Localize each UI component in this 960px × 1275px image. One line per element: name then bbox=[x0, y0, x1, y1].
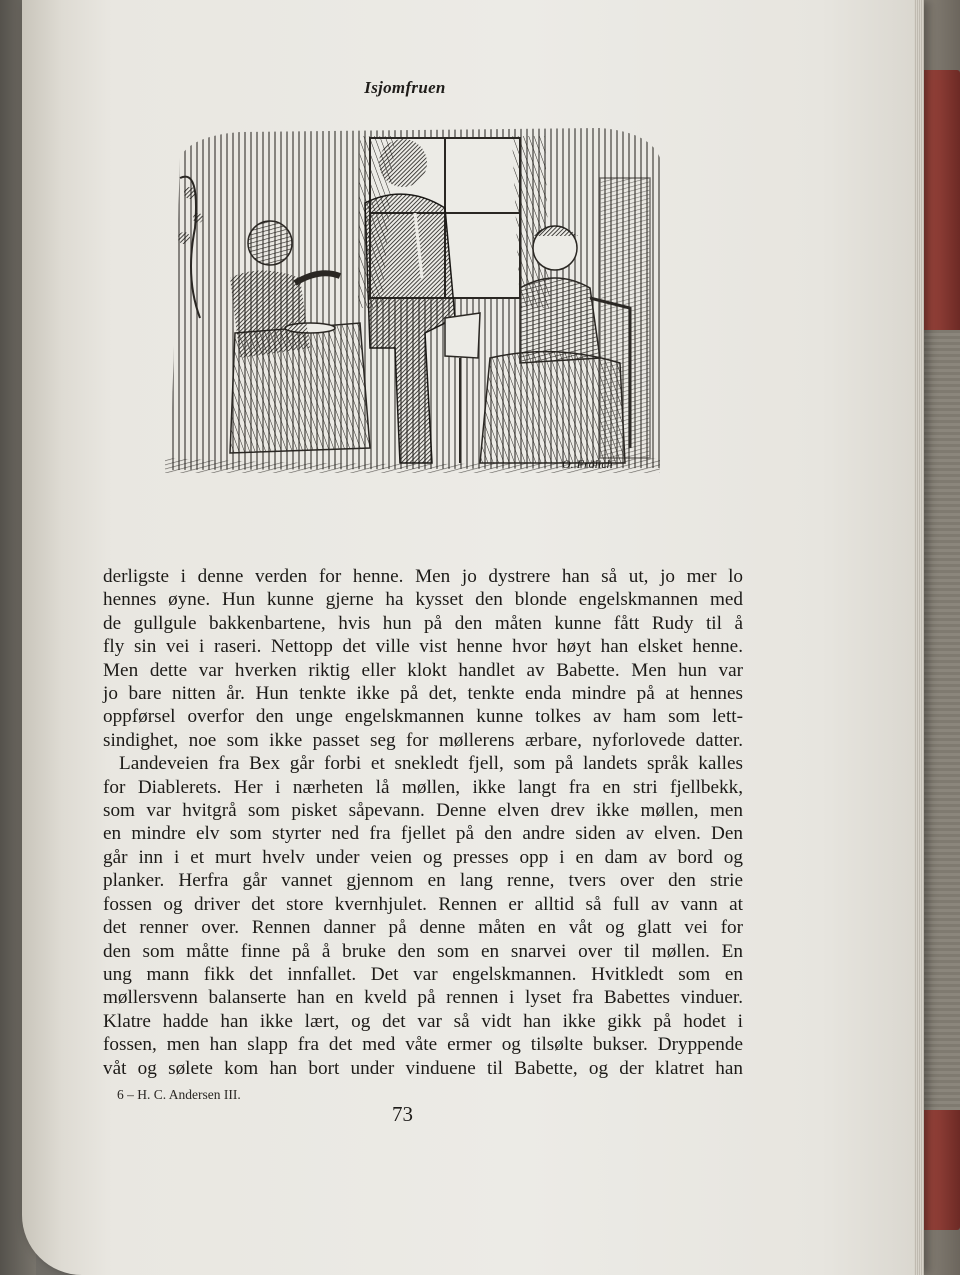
text-line: den som måtte finne på å bruke den som en snarvei over til møllen. En bbox=[103, 940, 743, 962]
text-line: oppførsel overfor den unge engelskmannen kunne tolkes av ham som lett- bbox=[103, 706, 743, 728]
text-line: som var hvitgrå som pisket såpevann. Denne elven drev ikke møllen, men bbox=[103, 800, 743, 822]
running-title: Isjomfruen bbox=[364, 78, 446, 97]
illustration-signature: O. Frölich bbox=[562, 457, 613, 471]
text-line: sindighet, noe som ikke passet seg for møllerens ærbare, nyforlovede datter. bbox=[103, 729, 743, 751]
text-line: de gullgule bakkenbartene, hvis hun på den måten kunne fått Rudy til å bbox=[103, 612, 743, 634]
text-line: planker. Herfra går vannet gjennom en lang renne, tvers over den strie bbox=[103, 870, 743, 892]
page-number: 73 bbox=[392, 1102, 413, 1126]
text-line: derligste i denne verden for henne. Men jo dystrere han så ut, jo mer lo bbox=[103, 566, 743, 587]
text-line: Men dette var hverken riktig eller klokt handlet av Babette. Men hun var bbox=[103, 659, 743, 681]
text-line: ung mann fikk det innfallet. Det var engelskmannen. Hvitkledt som en bbox=[103, 963, 743, 985]
text-line: møllersvenn balanserte han en kveld på rennen i lyset fra Babettes vinduer. bbox=[103, 987, 743, 1009]
illustration bbox=[160, 118, 666, 480]
text-line: det renner over. Rennen danner på denne måten en våt og glatt vei for bbox=[103, 917, 743, 939]
text-line: for Diablerets. Her i nærheten lå møllen, ikke langt fra en stri fjellbekk, bbox=[103, 776, 743, 798]
text-line: hennes øyne. Hun kunne gjerne ha kysset den blonde engelskmannen med bbox=[103, 589, 743, 611]
text-line: fossen og driver det store kvernhjulet. Rennen er alltid så full av vann at bbox=[103, 893, 743, 915]
text-line: jo bare nitten år. Hun tenkte ikke på det, tenkte enda mindre på at hennes bbox=[103, 683, 743, 705]
page-edge bbox=[914, 0, 924, 1275]
text-line: fly sin vei i raseri. Nettopp det ville vist henne hvor høyt han elsket henne. bbox=[103, 636, 743, 658]
text-line: Klatre hadde han ikke lært, og det var så vidt han ikke gikk på hodet i bbox=[103, 1010, 743, 1032]
body-text bbox=[103, 565, 743, 1080]
text-line: går inn i et murt hvelv under veien og presses opp i en dam av bord og bbox=[103, 846, 743, 868]
text-line: fossen, men han slapp fra det med våte ermer og tilsølte bukser. Dryppende bbox=[103, 1034, 743, 1056]
text-line: Landeveien fra Bex går forbi et snekledt fjell, som på landets språk kalles bbox=[119, 753, 743, 775]
text-line: våt og sølete kom han bort under vinduene til Babette, og der klatret han bbox=[103, 1057, 743, 1079]
signature-mark: 6 – H. C. Andersen III. bbox=[117, 1087, 241, 1102]
text-line: en mindre elv som styrter ned fra fjellet på den andre siden av elven. Den bbox=[103, 823, 743, 845]
